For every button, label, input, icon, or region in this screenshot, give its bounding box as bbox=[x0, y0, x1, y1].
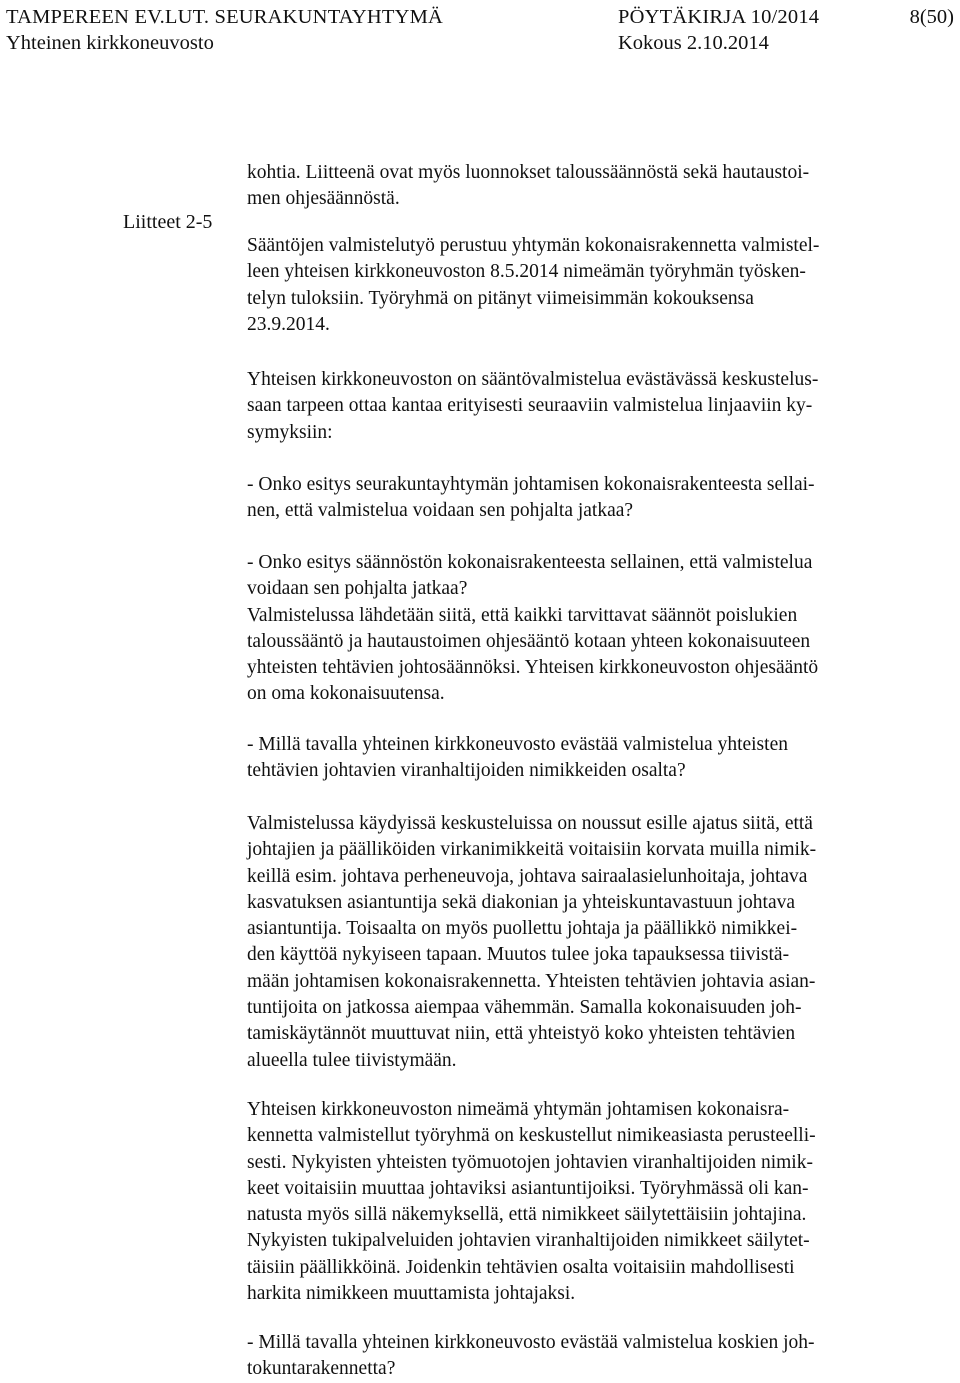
meeting-date: Kokous 2.10.2014 bbox=[618, 32, 769, 54]
text-line: nen, että valmistelua voidaan sen pohjalta jatkaa? bbox=[247, 500, 634, 522]
text-line: alueella tulee tiivistymään. bbox=[247, 1049, 457, 1071]
text-line: - Millä tavalla yhteinen kirkkoneuvosto evästää valmistelua yhteisten bbox=[247, 734, 788, 755]
text-line: yhteisten tehtävien johtosäännöksi. Yhteisen kirkkoneuvoston ohjesääntö bbox=[247, 657, 819, 679]
text-line: saan tarpeen ottaa kantaa erityisesti seuraaviin valmistelua linjaaviin ky- bbox=[247, 395, 813, 417]
organization-name: TAMPEREEN EV.LUT. SEURAKUNTAYHTYMÄ bbox=[6, 6, 444, 28]
paragraph bbox=[247, 732, 927, 785]
text-line: kohtia. Liitteenä ovat myös luonnokset taloussäännöstä sekä hautaustoi- bbox=[247, 162, 810, 183]
text-line: telyn tuloksiin. Työryhmä on pitänyt viimeisimmän kokouksensa bbox=[247, 287, 754, 309]
text-line: asiantuntija. Toisaalta on myös puollettu johtaja ja päällikkö nimikkei- bbox=[247, 918, 798, 940]
body-name: Yhteinen kirkkoneuvosto bbox=[6, 32, 214, 54]
paragraph bbox=[247, 550, 927, 708]
text-line: leen yhteisen kirkkoneuvoston 8.5.2014 nimeämän työryhmän työsken- bbox=[247, 261, 806, 283]
text-line: mään johtamisen kokonaisrakennetta. Yhteisten tehtävien johtavia asian- bbox=[247, 970, 816, 992]
text-line: keillä esim. johtava perheneuvoja, johtava sairaalasielunhoitaja, johtava bbox=[247, 865, 808, 887]
text-line: - Onko esitys säännöstön kokonaisrakenteesta sellainen, että valmistelua bbox=[247, 552, 813, 573]
text-line: harkita nimikkeen muuttamista johtajaksi. bbox=[247, 1283, 576, 1305]
text-line: - Onko esitys seurakuntayhtymän johtamisen kokonaisrakenteesta sellai- bbox=[247, 474, 815, 495]
paragraph bbox=[247, 233, 927, 338]
text-line: tuntijoita on jatkossa aiempaa vähemmän. Samalla kokonaisuuden joh- bbox=[247, 997, 802, 1019]
text-line: Sääntöjen valmistelutyö perustuu yhtymän kokonaisrakennetta valmistel- bbox=[247, 235, 820, 256]
text-line: taloussääntö ja hautaustoimen ohjesääntö kotaan yhteen kokonaisuuteen bbox=[247, 630, 811, 652]
document-type: PÖYTÄKIRJA 10/2014 bbox=[618, 6, 820, 28]
text-line: Yhteisen kirkkoneuvoston nimeämä yhtymän johtamisen kokonaisra- bbox=[247, 1099, 790, 1120]
text-line: tokuntarakennetta? bbox=[247, 1358, 396, 1380]
text-line: tamiskäytännöt muuttuvat niin, että yhteistyö koko yhteisten tehtävien bbox=[247, 1023, 796, 1045]
text-line: kennetta valmistellut työryhmä on keskustellut nimikeasiasta perusteelli- bbox=[247, 1125, 816, 1147]
text-line: kasvatuksen asiantuntija sekä diakonian ja yhteiskuntavastuun johtava bbox=[247, 891, 796, 913]
text-line: johtajien ja päälliköiden virkanimikkeitä voitaisiin korvata muilla nimik- bbox=[247, 839, 817, 861]
paragraph bbox=[247, 160, 927, 213]
attachments-label: Liitteet 2-5 bbox=[123, 211, 213, 233]
header-row-1 bbox=[6, 4, 954, 31]
page-header bbox=[6, 4, 954, 58]
header-row-2 bbox=[6, 30, 954, 57]
text-line: keet voitaisiin muuttaa johtaviksi asiantuntijoiksi. Työryhmässä oli kan- bbox=[247, 1177, 809, 1199]
text-line: Yhteisen kirkkoneuvoston on sääntövalmistelua evästävässä keskustelus- bbox=[247, 369, 819, 390]
paragraph bbox=[247, 472, 927, 525]
text-line: täisiin päällikköinä. Joidenkin tehtävien osalta voitaisiin mahdollisesti bbox=[247, 1256, 795, 1278]
paragraph bbox=[247, 1330, 927, 1383]
page-number: 8(50) bbox=[909, 6, 954, 28]
text-line: - Millä tavalla yhteinen kirkkoneuvosto evästää valmistelua koskien joh- bbox=[247, 1332, 815, 1353]
text-line: Nykyisten tukipalveluiden johtavien viranhaltijoiden nimikkeet säilytet- bbox=[247, 1230, 810, 1252]
text-line: sesti. Nykyisten yhteisten työmuotojen johtavien viranhaltijoiden nimik- bbox=[247, 1151, 813, 1173]
text-line: voidaan sen pohjalta jatkaa? bbox=[247, 578, 468, 600]
text-line: natusta myös sillä näkemyksellä, että nimikkeet säilytettäisiin johtajina. bbox=[247, 1204, 807, 1226]
text-line: men ohjesäännöstä. bbox=[247, 188, 400, 210]
text-line: Valmistelussa käydyissä keskusteluissa on noussut esille ajatus siitä, että bbox=[247, 813, 813, 834]
paragraph bbox=[247, 367, 927, 446]
text-line: 23.9.2014. bbox=[247, 313, 330, 335]
paragraph bbox=[247, 1097, 927, 1307]
text-line: tehtävien johtavien viranhaltijoiden nimikkeiden osalta? bbox=[247, 760, 686, 782]
text-line: den käyttöä nykyiseen tapaan. Muutos tulee joka tapauksessa tiivistä- bbox=[247, 944, 790, 966]
text-line: Valmistelussa lähdetään siitä, että kaikki tarvittavat säännöt poislukien bbox=[247, 604, 798, 626]
text-line: symyksiin: bbox=[247, 421, 333, 443]
paragraph bbox=[247, 811, 927, 1074]
text-line: on oma kokonaisuutensa. bbox=[247, 683, 445, 705]
